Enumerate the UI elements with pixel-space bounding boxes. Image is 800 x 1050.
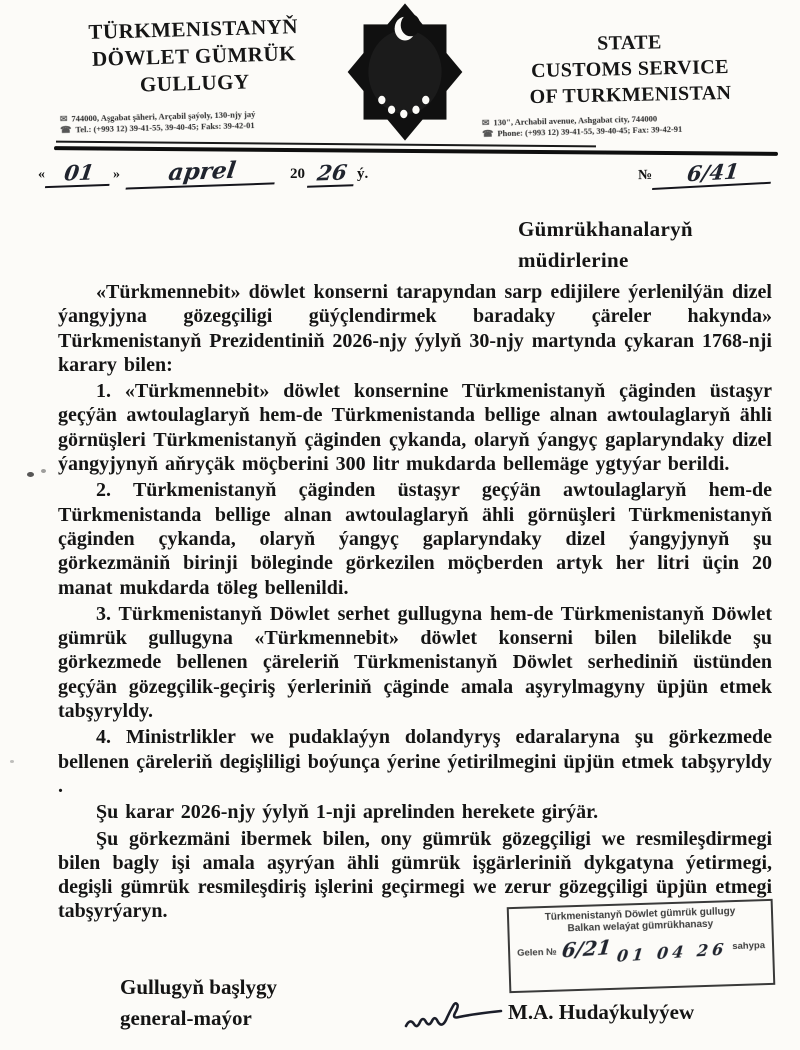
phone-line: Phone: (+993 12) 39-41-55, 39-40-45; Fax: 39-42-91 <box>497 123 683 139</box>
number-label: № <box>637 167 653 184</box>
header-rule-thick <box>54 146 778 156</box>
signer-name: M.A. Hudaýkulyýew <box>508 1000 695 1024</box>
scan-speck <box>41 469 46 473</box>
paragraph-item-3: 3. Türkmenistanyň Döwlet serhet gullugyna hem-de Türkmenistanyň Döwlet gümrük gullugyna «Türkmennebit» döwlet konserni bilen bilelikde şu görkezmede bellenen çäreleriň Türkmenistanyň Döwlet serhediniň üstünden geçýän gözegçilik-geçiriş ýerleriniň çäginde amala aşyrylmagyny üpjün etmek tabşyryldy. <box>58 602 772 723</box>
incoming-registration-stamp <box>507 899 776 993</box>
phone-icon: ☎ <box>482 128 494 139</box>
year-prefix: 20 <box>290 166 305 182</box>
envelope-icon: ✉ <box>481 117 490 128</box>
paragraph-item-1: 1. «Türkmennebit» döwlet konsernine Türkmenistanyň çäginden üstaşyr geçýän awtoulaglaryň hem-de Türkmenistanda bellige alnan awtoulaglaryň ähli görnüşleri Türkmenistanyň çäginden çykanda, olaryň ýangyç gaplaryndaky dizel ýangyjynyň aňryçäk möçberini 300 litr mukdarda bellemäge ygtyýar berildi. <box>58 380 772 476</box>
phone-line: Tel.: (+993 12) 39-41-55, 39-40-45; Faks: 39-42-01 <box>75 120 255 135</box>
stamp-office-line: Balkan welaýat gümrükhanasy <box>567 918 714 935</box>
handwritten-month: aprel <box>126 155 279 189</box>
paragraph-item-4: 4. Ministrlikler we pudaklaýyn dolandyryş edaralaryna şu görkezmede bellenen çäreleriň degişliligi boýunça ýerine ýetirilmegini üpjün etmek tabşyryldy . <box>58 726 772 797</box>
org-title-line: GULLUGY <box>139 69 250 97</box>
recipient-block <box>518 214 693 276</box>
phone-icon: ☎ <box>60 124 72 135</box>
org-title-turkmen <box>57 12 331 101</box>
recipient-line: müdirlerine <box>518 248 629 272</box>
stamp-entry-number: 6/21 <box>560 935 613 963</box>
paragraph-intro: «Türkmennebit» döwlet konserni tarapyndan sarp edijilere ýerlenilýän dizel ýangyjyna gözegçiligi güýçlendirmek baradaky çäreler hakynda» Türkmenistanyň Prezidentiniň 2026-njy ýylyň 30-njy martynda çykaran 1768-nji karary bilen: <box>58 281 772 376</box>
org-title-english <box>485 27 775 111</box>
handwritten-day: 01 <box>45 159 113 188</box>
org-title-line: CUSTOMS SERVICE <box>530 55 730 83</box>
handwritten-year: 26 <box>307 159 357 188</box>
org-title-line: TÜRKMENISTANYŇ <box>88 14 299 44</box>
handwritten-signature <box>402 996 507 1036</box>
scan-speck <box>27 472 34 477</box>
document-number-line <box>636 159 773 188</box>
signer-title-block <box>120 972 277 1034</box>
org-title-line: STATE <box>596 31 662 55</box>
address-line: 744000, Aşgabat şäheri, Arçabil şaýoly, 130-njy jaý <box>71 109 256 124</box>
signer-title-line: Gullugyň başlygy <box>120 975 277 999</box>
handwritten-number: 6/41 <box>652 157 774 190</box>
year-suffix: ý. <box>357 166 369 182</box>
signer-title-line: general-maýor <box>120 1006 252 1030</box>
envelope-icon: ✉ <box>59 113 68 124</box>
recipient-line: Gümrükhanalaryň <box>518 217 693 241</box>
stamp-sahypa-label: sahypa <box>732 940 766 953</box>
date-line <box>36 158 368 187</box>
stamp-gelen-label: Gelen № <box>516 946 557 959</box>
address-line: 130", Archabil avenue, Ashgabat city, 744000 <box>493 113 658 128</box>
paragraph-effective-date: Şu karar 2026-njy ýylyň 1-nji aprelinden herekete girýär. <box>96 801 599 824</box>
paragraph-closing: Şu görkezmäni ibermek bilen, ony gümrük gözegçiligi we resmileşdirmegi bilen bagly işi amala aşyrýan ähli gümrük işgärleriniň dykgatyna ýetirmegi, degişli gümrük resmileşdiriş işlerini geçirmegi we zerur gözegçiligi üpjün etmegi tabşyrýaryn. <box>58 827 772 923</box>
stamp-org-line: Türkmenistanyň Döwlet gümrük gullugy <box>544 906 736 924</box>
address-block-turkmen <box>60 106 370 136</box>
scan-speck <box>10 760 14 763</box>
org-title-line: DÖWLET GÜMRÜK <box>91 41 297 71</box>
quote-open: « <box>38 167 45 182</box>
stamp-entry-date: 01 04 26 <box>615 939 729 966</box>
address-block-english <box>482 110 782 139</box>
paragraph-item-2: 2. Türkmenistanyň çäginden üstaşyr geçýän awtoulaglaryň hem-de Türkmenistanda bellige alnan awtoulaglaryň ähli görnüşleri Türkmenistanyň çäginden çykanda, olaryň ýangyç gaplaryndaky dizel ýangyjynyň şu görkezmäniň birinji böleginde görkezilen möçberden artyk her litri üçin 20 manat mukdarda töleg bellenildi. <box>58 479 772 599</box>
quote-close: » <box>113 167 120 182</box>
letter-body <box>58 280 772 926</box>
org-title-line: OF TURKMENISTAN <box>529 81 732 109</box>
